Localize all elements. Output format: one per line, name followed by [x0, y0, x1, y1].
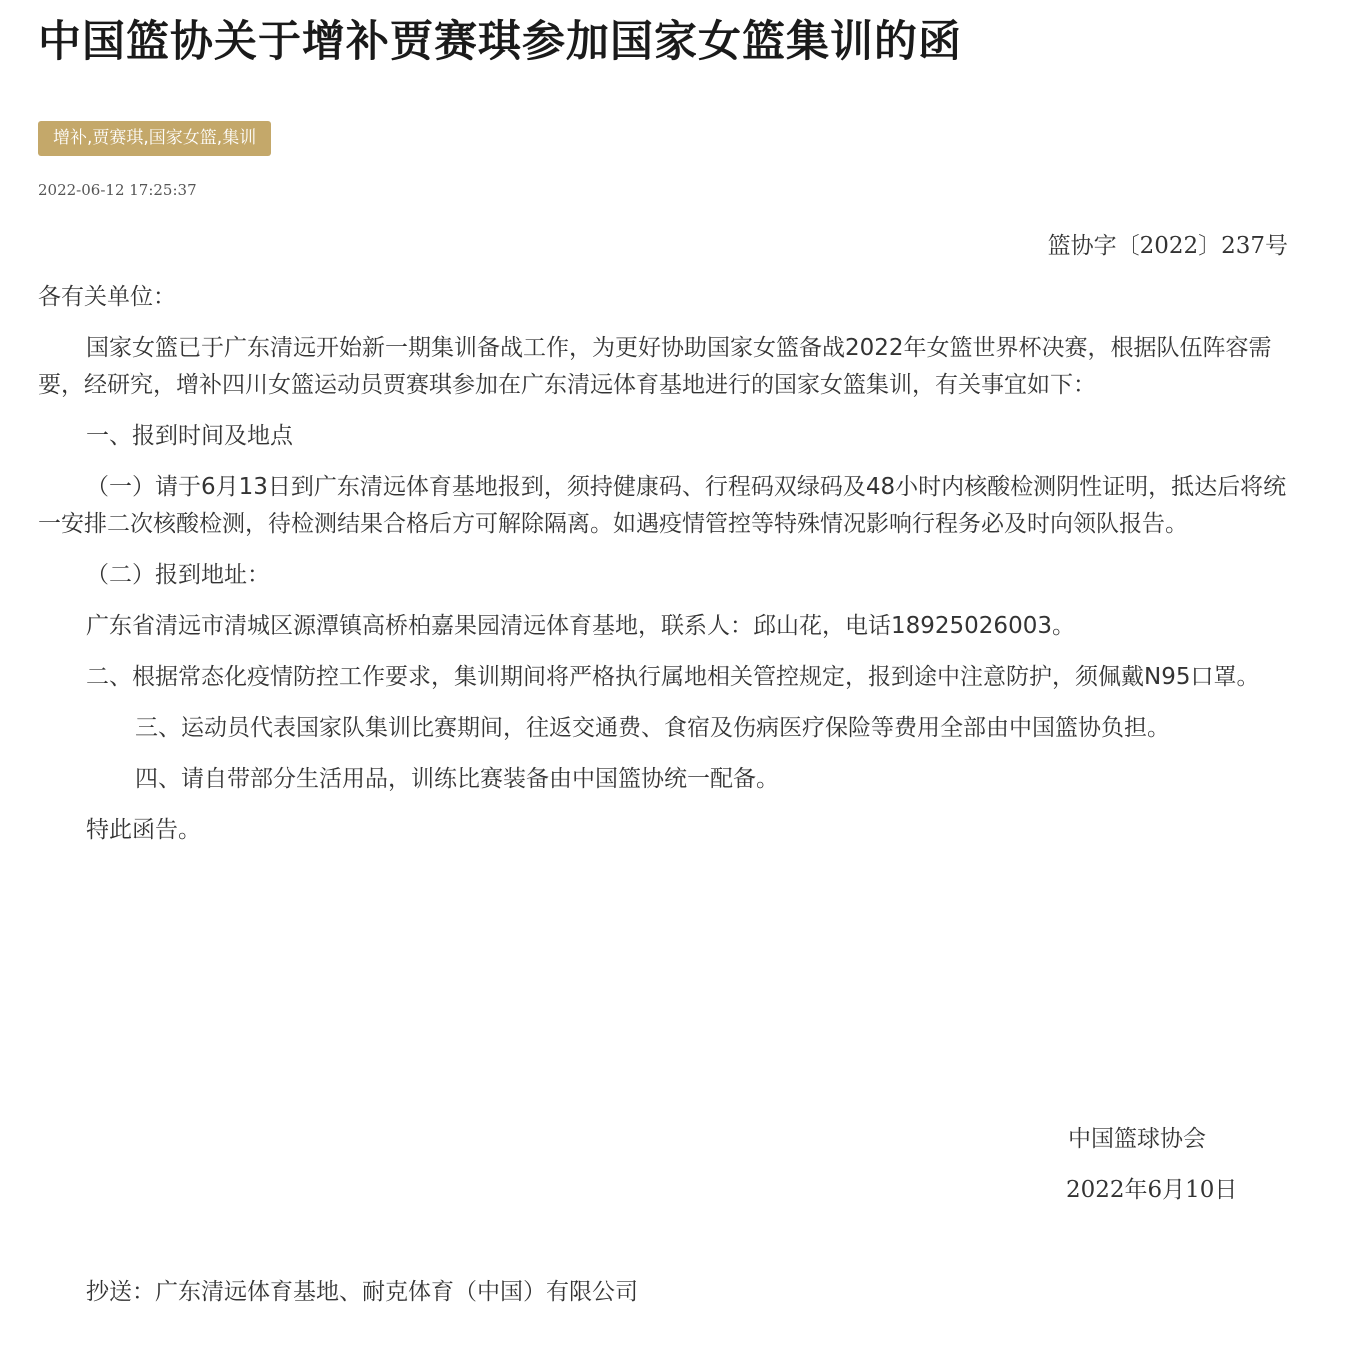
section3-paragraph: 三、运动员代表国家队集训比赛期间，往返交通费、食宿及伤病医疗保险等费用全部由中国篮协负担。	[135, 715, 1170, 741]
section1-item2-address: 广东省清远市清城区源潭镇高桥柏嘉果园清远体育基地，联系人：邱山花，电话18925026003。	[86, 613, 1075, 639]
section1-item1: （一）请于6月13日到广东清远体育基地报到，须持健康码、行程码双绿码及48小时内核酸检测阴性证明，抵达后将统一安排二次核酸检测，待检测结果合格后方可解除隔离。如遇疫情管控等特殊情况影响行程务必及时向领队报告。	[38, 474, 1287, 537]
publish-datetime: 2022-06-12 17:25:37	[38, 181, 197, 199]
signature-organization: 中国篮球协会	[1068, 1126, 1206, 1152]
section4-paragraph: 四、请自带部分生活用品，训练比赛装备由中国篮协统一配备。	[135, 766, 779, 792]
intro-paragraph: 国家女篮已于广东清远开始新一期集训备战工作，为更好协助国家女篮备战2022年女篮世界杯决赛，根据队伍阵容需要，经研究，增补四川女篮运动员贾赛琪参加在广东清远体育基地进行的国家女篮集训，有关事宜如下：	[38, 335, 1272, 398]
section1-item2-heading: （二）报到地址：	[86, 562, 270, 588]
signature-date: 2022年6月10日	[1066, 1177, 1238, 1203]
section1-heading: 一、报到时间及地点	[86, 423, 293, 449]
document-number: 篮协字〔2022〕237号	[1047, 233, 1288, 259]
page-title: 中国篮协关于增补贾赛琪参加国家女篮集训的函	[38, 17, 962, 67]
section2-paragraph: 二、根据常态化疫情防控工作要求，集训期间将严格执行属地相关管控规定，报到途中注意防护，须佩戴N95口罩。	[86, 664, 1260, 690]
tag-badge[interactable]: 增补,贾赛琪,国家女篮,集训	[38, 121, 271, 156]
closing-line: 特此函告。	[86, 817, 201, 843]
letter-body	[38, 228, 1288, 863]
salutation: 各有关单位：	[38, 284, 176, 310]
cc-line: 抄送：广东清远体育基地、耐克体育（中国）有限公司	[86, 1279, 638, 1305]
